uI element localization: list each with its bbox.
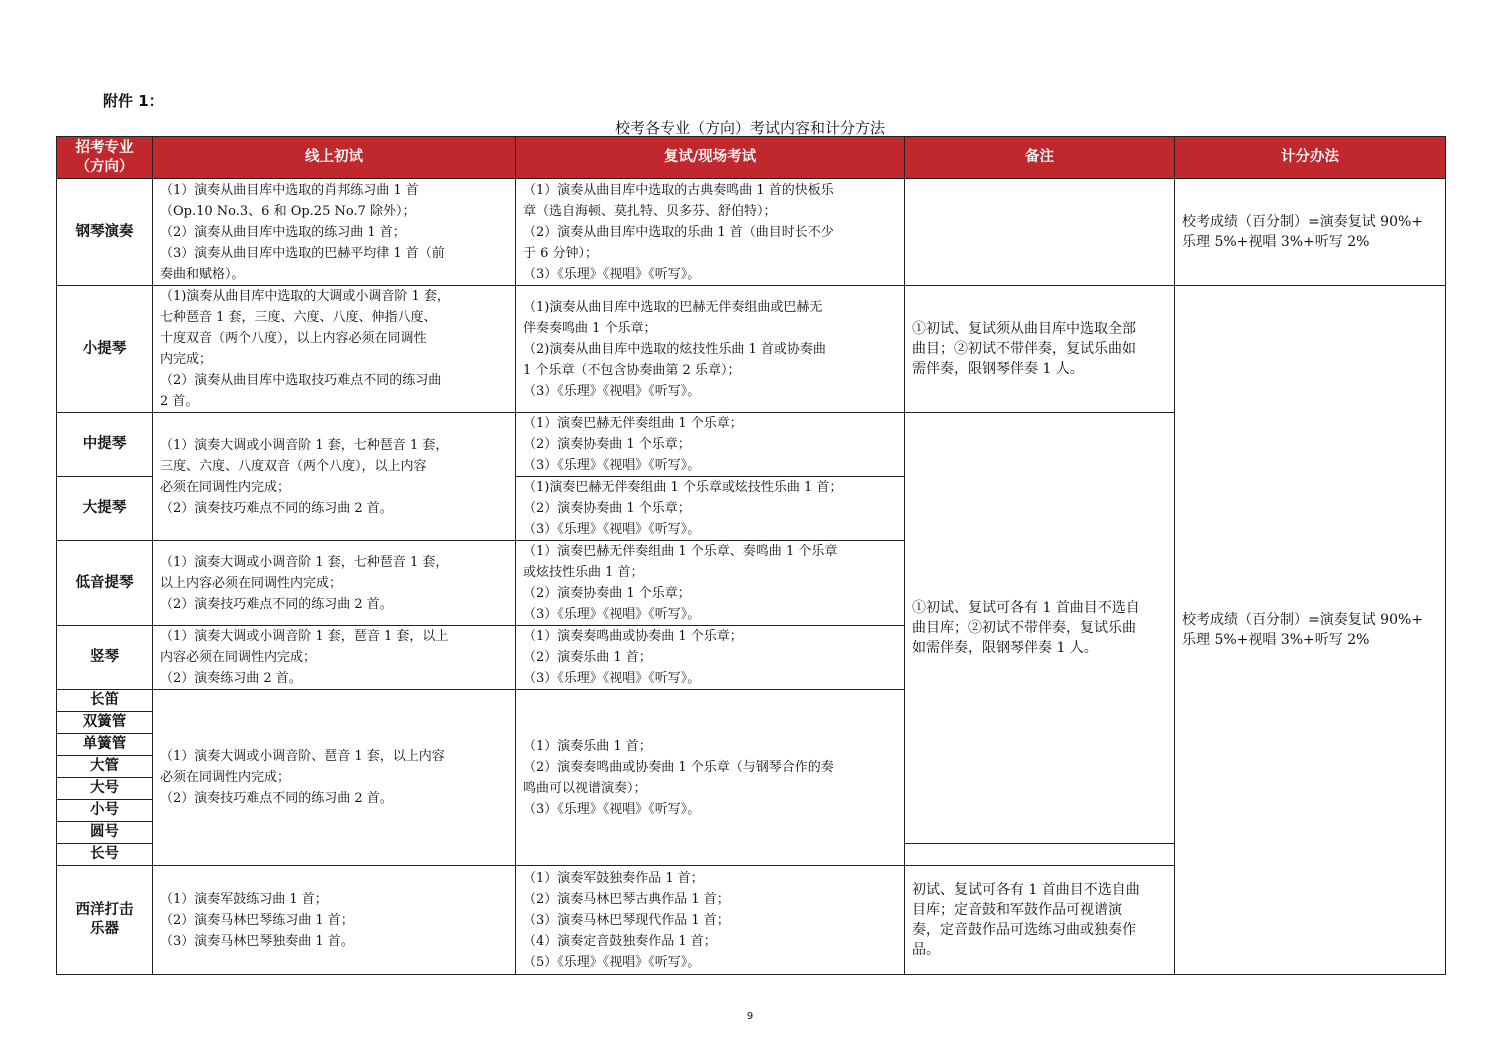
percussion-line1: 西洋打击 bbox=[75, 902, 134, 918]
text-line: 以上内容必须在同调性内完成； bbox=[160, 575, 343, 591]
violin-retest bbox=[516, 286, 905, 413]
percussion-online bbox=[153, 866, 516, 975]
header-retest: 复试/现场考试 bbox=[516, 137, 905, 179]
text-line: （5）《乐理》《视唱》《听写》。 bbox=[523, 954, 701, 970]
text-line: （1）演奏军鼓独奏作品 1 首； bbox=[523, 870, 704, 886]
viola-cello-online bbox=[153, 413, 516, 541]
header-note: 备注 bbox=[905, 137, 1175, 179]
text-line: （1）演奏巴赫无伴奏组曲 1 个乐章； bbox=[523, 416, 743, 431]
text-line: （3）演奏马林巴琴现代作品 1 首； bbox=[523, 912, 730, 928]
text-line: （2)演奏从曲目库中选取的炫技性乐曲 1 首或协奏曲 bbox=[523, 341, 826, 357]
text-line: （2）演奏协奏曲 1 个乐章； bbox=[523, 437, 691, 452]
text-line: （1）演奏大调或小调音阶、琶音 1 套，以上内容 bbox=[160, 749, 445, 764]
text-line: 内容必须在同调性内完成； bbox=[160, 650, 317, 665]
major-harp: 竖琴 bbox=[57, 626, 153, 690]
text-line: （3）《乐理》《视唱》《听写》。 bbox=[523, 522, 701, 537]
header-major bbox=[57, 137, 153, 179]
text-line: 奏，定音鼓作品可选练习曲或独奏作 bbox=[912, 922, 1136, 938]
text-line: （2）演奏马林巴琴练习曲 1 首； bbox=[160, 912, 354, 928]
text-line: 如需伴奏，限钢琴伴奏 1 人。 bbox=[912, 640, 1098, 656]
text-line: （1）演奏从曲目库中选取的古典奏鸣曲 1 首的快板乐 bbox=[523, 182, 834, 198]
text-line: （2）演奏协奏曲 1 个乐章； bbox=[523, 586, 691, 601]
group-note bbox=[905, 413, 1175, 844]
text-line: 鸣曲可以视谱演奏）； bbox=[523, 780, 647, 796]
piano-scoring bbox=[1175, 179, 1446, 286]
text-line: （1)演奏巴赫无伴奏组曲 1 个乐章或炫技性乐曲 1 首； bbox=[523, 480, 843, 495]
text-line: 2 首。 bbox=[160, 394, 199, 409]
table-row bbox=[57, 179, 1446, 286]
text-line: 于 6 分钟）； bbox=[523, 245, 599, 261]
major-cello: 大提琴 bbox=[57, 477, 153, 541]
text-line: 曲目；②初试不带伴奏，复试乐曲如 bbox=[912, 341, 1136, 357]
text-line: 1 个乐章（不包含协奏曲第 2 乐章）； bbox=[523, 362, 741, 378]
text-line: （2）演奏技巧难点不同的练习曲 2 首。 bbox=[160, 500, 393, 516]
violin-note bbox=[905, 286, 1175, 413]
harp-online bbox=[153, 626, 516, 690]
major-tuba: 大号 bbox=[57, 778, 153, 800]
text-line: （1）演奏巴赫无伴奏组曲 1 个乐章、奏鸣曲 1 个乐章 bbox=[523, 544, 838, 559]
major-bassoon: 大管 bbox=[57, 756, 153, 778]
text-line: （2）演奏奏鸣曲或协奏曲 1 个乐章（与钢琴合作的奏 bbox=[523, 759, 834, 775]
major-piano: 钢琴演奏 bbox=[57, 179, 153, 286]
percussion-line2: 乐器 bbox=[90, 921, 119, 937]
bass-retest bbox=[516, 541, 905, 626]
text-line: （1)演奏从曲目库中选取的大调或小调音阶 1 套， bbox=[160, 289, 450, 304]
major-bass: 低音提琴 bbox=[57, 541, 153, 626]
major-percussion bbox=[57, 866, 153, 975]
text-line: ①初试、复试可各有 1 首曲目不选自 bbox=[912, 600, 1140, 616]
header-major-line1: 招考专业 bbox=[75, 139, 134, 156]
text-line: （2）演奏从曲目库中选取的乐曲 1 首（曲目时长不少 bbox=[523, 224, 834, 240]
text-line: 奏曲和赋格）。 bbox=[160, 266, 245, 282]
text-line: （2）演奏从曲目库中选取技巧难点不同的练习曲 bbox=[160, 373, 442, 388]
bass-online bbox=[153, 541, 516, 626]
page-number: 9 bbox=[746, 1011, 754, 1022]
text-line: （1）演奏大调或小调音阶 1 套，七种琶音 1 套， bbox=[160, 554, 449, 570]
text-line: （2）演奏技巧难点不同的练习曲 2 首。 bbox=[160, 596, 393, 612]
text-line: （1)演奏从曲目库中选取的巴赫无伴奏组曲或巴赫无 bbox=[523, 299, 823, 315]
table-row bbox=[57, 286, 1446, 413]
text-line: （Op.10 No.3、6 和 Op.25 No.7 除外）； bbox=[160, 203, 416, 219]
text-line: 品。 bbox=[912, 942, 940, 958]
text-line: 伴奏奏鸣曲 1 个乐章； bbox=[523, 320, 657, 336]
text-line: （1）演奏军鼓练习曲 1 首； bbox=[160, 891, 328, 907]
winds-retest bbox=[516, 690, 905, 866]
text-line: 十度双音（两个八度），以上内容必须在同调性 bbox=[160, 331, 427, 346]
major-trombone: 长号 bbox=[57, 844, 153, 866]
text-line: （3）《乐理》《视唱》《听写》。 bbox=[523, 266, 701, 282]
text-line: 曲目库；②初试不带伴奏，复试乐曲 bbox=[912, 620, 1136, 636]
text-line: （4）演奏定音鼓独奏作品 1 首； bbox=[523, 933, 717, 949]
harp-retest bbox=[516, 626, 905, 690]
text-line: 章（选自海顿、莫扎特、贝多芬、舒伯特）； bbox=[523, 203, 777, 219]
major-clarinet: 单簧管 bbox=[57, 734, 153, 756]
document-title: 校考各专业（方向）考试内容和计分方法 bbox=[614, 119, 885, 137]
text-line: （1）演奏奏鸣曲或协奏曲 1 个乐章； bbox=[523, 629, 743, 644]
text-line: （3）演奏从曲目库中选取的巴赫平均律 1 首（前 bbox=[160, 245, 445, 261]
winds-online bbox=[153, 690, 516, 866]
text-line: 乐理 5%+视唱 3%+听写 2% bbox=[1182, 632, 1370, 648]
text-line: 校考成绩（百分制）=演奏复试 90%+ bbox=[1182, 214, 1424, 230]
text-line: （3）演奏马林巴琴独奏曲 1 首。 bbox=[160, 933, 354, 949]
major-flute: 长笛 bbox=[57, 690, 153, 712]
text-line: （1）演奏大调或小调音阶 1 套，琶音 1 套，以上 bbox=[160, 629, 449, 644]
text-line: （1）演奏大调或小调音阶 1 套，七种琶音 1 套， bbox=[160, 437, 449, 453]
text-line: （2）演奏协奏曲 1 个乐章； bbox=[523, 501, 691, 516]
major-viola: 中提琴 bbox=[57, 413, 153, 477]
cello-retest bbox=[516, 477, 905, 541]
header-online: 线上初试 bbox=[153, 137, 516, 179]
major-trumpet: 小号 bbox=[57, 800, 153, 822]
text-line: 目库；定音鼓和军鼓作品可视谱演 bbox=[912, 902, 1122, 918]
header-major-line2: （方向） bbox=[75, 158, 134, 175]
attachment-label: 附件 1： bbox=[103, 92, 164, 110]
header-row bbox=[57, 137, 1446, 179]
text-line: （2）演奏从曲目库中选取的练习曲 1 首； bbox=[160, 224, 406, 240]
text-line: 校考成绩（百分制）=演奏复试 90%+ bbox=[1182, 612, 1424, 628]
major-horn: 圆号 bbox=[57, 822, 153, 844]
text-line: 七种琶音 1 套，三度、六度、八度、伸指八度、 bbox=[160, 310, 437, 325]
group-scoring bbox=[1175, 286, 1446, 975]
piano-online bbox=[153, 179, 516, 286]
text-line: （2）演奏练习曲 2 首。 bbox=[160, 671, 302, 686]
piano-retest bbox=[516, 179, 905, 286]
text-line: 三度、六度、八度双音（两个八度），以上内容 bbox=[160, 458, 427, 474]
text-line: （1）演奏从曲目库中选取的肖邦练习曲 1 首 bbox=[160, 182, 419, 198]
text-line: 乐理 5%+视唱 3%+听写 2% bbox=[1182, 234, 1370, 250]
piano-note bbox=[905, 179, 1175, 286]
header-scoring: 计分办法 bbox=[1175, 137, 1446, 179]
text-line: （3）《乐理》《视唱》《听写》。 bbox=[523, 383, 701, 399]
text-line: （3）《乐理》《视唱》《听写》。 bbox=[523, 458, 701, 473]
text-line: （2）演奏技巧难点不同的练习曲 2 首。 bbox=[160, 791, 393, 806]
text-line: ①初试、复试须从曲目库中选取全部 bbox=[912, 321, 1136, 337]
text-line: 初试、复试可各有 1 首曲目不选自曲 bbox=[912, 882, 1140, 898]
text-line: （3）《乐理》《视唱》《听写》。 bbox=[523, 607, 701, 622]
text-line: 或炫技性乐曲 1 首； bbox=[523, 565, 644, 580]
text-line: 必须在同调性内完成； bbox=[160, 770, 291, 785]
text-line: （2）演奏马林巴琴古典作品 1 首； bbox=[523, 891, 730, 907]
major-oboe: 双簧管 bbox=[57, 712, 153, 734]
text-line: 内完成； bbox=[160, 352, 213, 367]
text-line: （2）演奏乐曲 1 首； bbox=[523, 650, 652, 665]
text-line: （3）《乐理》《视唱》《听写》。 bbox=[523, 801, 701, 817]
percussion-retest bbox=[516, 866, 905, 975]
major-violin: 小提琴 bbox=[57, 286, 153, 413]
viola-retest bbox=[516, 413, 905, 477]
exam-table bbox=[56, 136, 1446, 975]
percussion-note bbox=[905, 866, 1175, 975]
violin-online bbox=[153, 286, 516, 413]
text-line: （3）《乐理》《视唱》《听写》。 bbox=[523, 671, 701, 686]
text-line: 必须在同调性内完成； bbox=[160, 479, 291, 495]
text-line: 需伴奏，限钢琴伴奏 1 人。 bbox=[912, 361, 1084, 377]
text-line: （1）演奏乐曲 1 首； bbox=[523, 738, 652, 754]
